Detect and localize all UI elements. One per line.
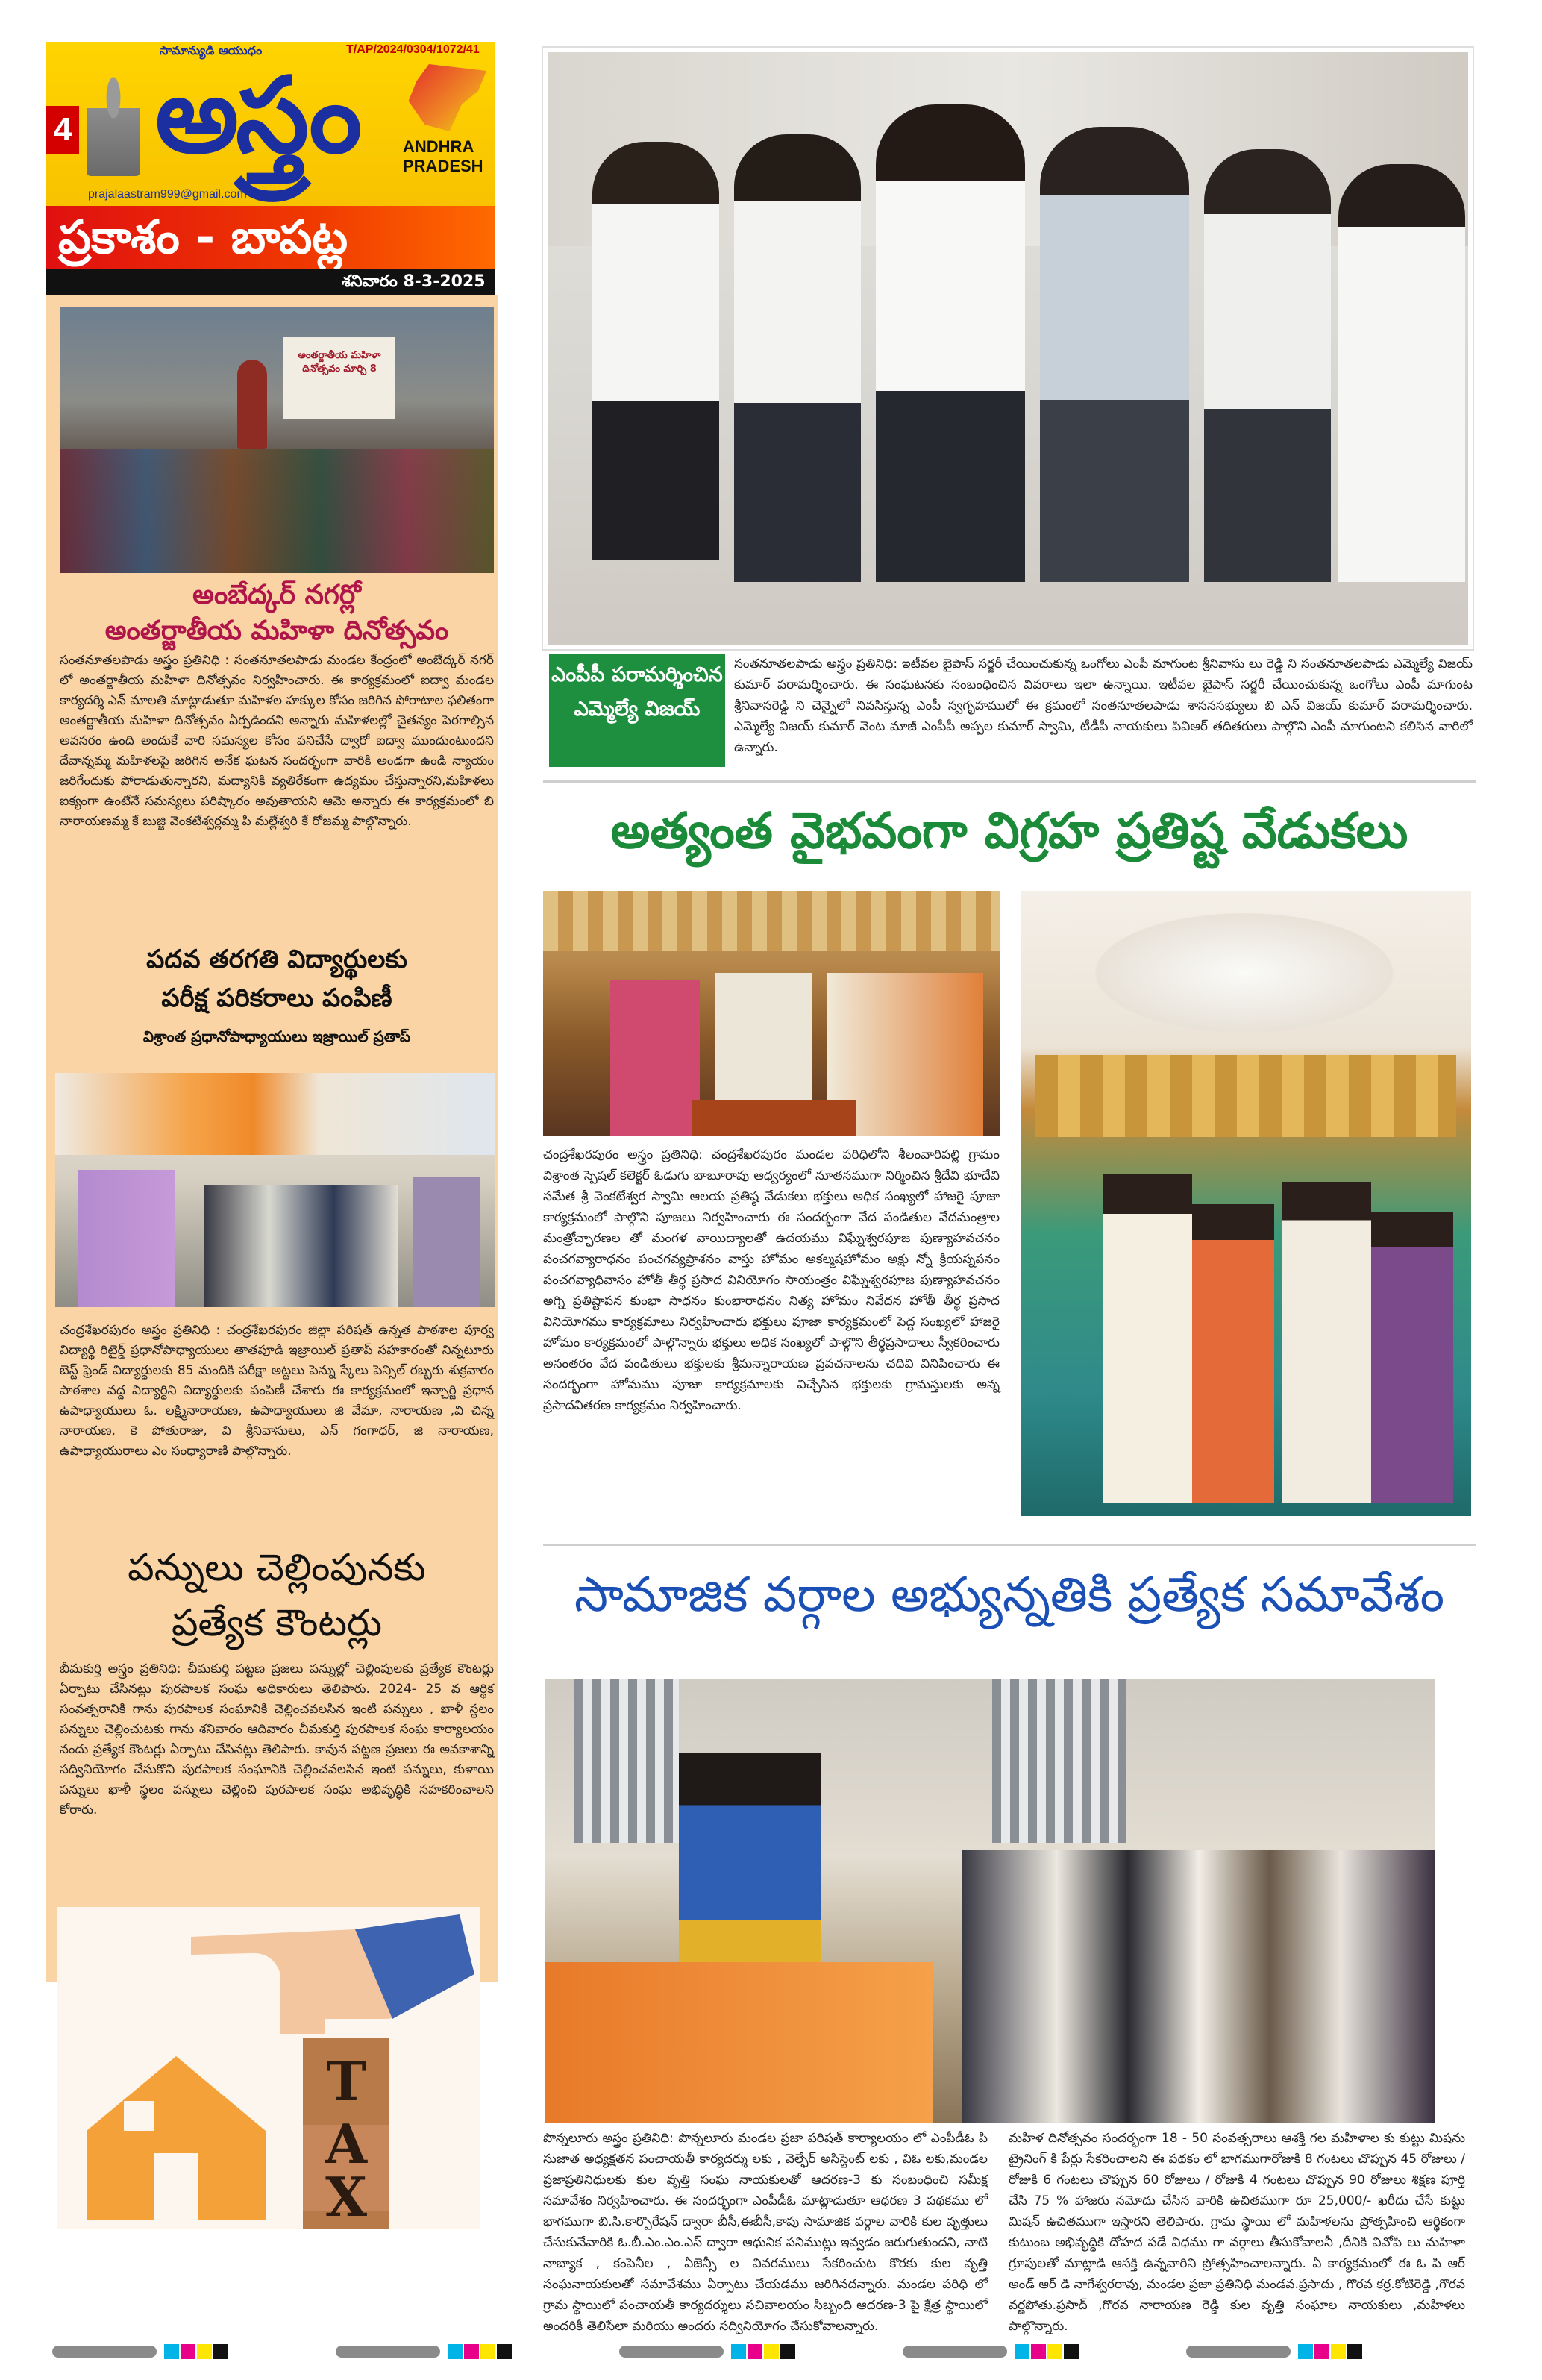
decorated-canopy (543, 891, 1000, 951)
chandelier (1095, 913, 1394, 1033)
exam-kit-distribution-photo (55, 1073, 495, 1307)
homam-fire-pit (692, 1100, 856, 1136)
teachers-figures (204, 1185, 398, 1307)
window (992, 1679, 1126, 1843)
audience-crowd (962, 1850, 1435, 2123)
dais-table (545, 1962, 933, 2123)
speaker-figure (237, 360, 267, 449)
exam-headline-line1: పదవ తరగతి విద్యార్థులకు (146, 945, 407, 974)
tax-letter-x: X (325, 2165, 367, 2229)
social-meeting-body-left: పొన్నలూరు అస్త్రం ప్రతినిధి: పొన్నలూరు మండల ప్రజా పరిషత్ కార్యాలయం లో ఎంపీడీఓ పి సుజాత అధ్యక్షతన పంచాయతీ కార్యదర్శు లకు , వెల్ఫేర్ అసిస్టెంట్ లకు , విఓ లకు,మండల ప్రజాప్రతినిధులకు కుల వృత్తి సంఘ నాయకులతో ఆదరణ-3 కు సంబంధించి సమీక్ష సమావేశం నిర్వహించారు. ఈ సందర్భంగా ఎంపీడీఓ మాట్లాడుతూ ఆధరణ 3 పథకము లో భాగముగా బి.సి.కార్పొరేషన్ ద్వారా బీసీ,ఈబీసీ,కాపు సామాజిక వర్గాల వారికి కుల వృత్తులు చేసుకునేవారికి ఓ.బీ.ఎం.ఎం.ఎస్ ద్వారా ఆధునిక పనిముట్లు ఇవ్వడం జరుగుతుందని, నాటి నాబ్యాక , కంపెనీల , ఏజెన్సీ ల వివరములు సేకరించుట కొరకు కుల వృత్తి సంఘనాయకులతో సమావేశము ఏర్పాటు చేయడము జరిగినదన్నారు. మండల పరిధి లో గ్రామ స్థాయిలో పంచాయతీ కార్యదర్శులు సచివాలయం సిబ్బంది ఆదరణ-3 పై క్షేత్ర స్థాయిలో అందరికీ తెలిసేలా మరియు అందరు సద్వినియోగం చేసుకోవాలన్నారు. (543, 2131, 988, 2334)
registration-marks (52, 2344, 1496, 2359)
social-meeting-body-right: మహిళ దినోత్సవం సందర్భంగా 18 - 50 సంవత్సరాలు ఆశక్తి గల మహిళాల కు కుట్టు మిషను ట్రైనింగ్ కి పేర్లు సేకరించాలని ఈ పథకం లో భాగముగారోజుకి 8 గంటలు చొప్పున 45 రోజులు /రోజుకి 6 గంటలు చొప్పున 60 రోజులు / రోజుకి 4 గంటలు చొప్పున 90 రోజులు శిక్షణ పూర్తి చేసి 75 % హాజరు నమోదు చేసిన వారికి ఉచితముగా రూ 25,000/- ఖరీదు చేసే కుట్టు మిషన్ ఉచితముగా ఇస్తారని తెలిపారు. గ్రామ స్థాయి లో మహిళలను ప్రోత్సహించి ఆర్థికంగా కుటుంబ అభివృద్ధికి దోహద పడే విధము గా వర్గాలు తీసుకోవాలనీ ,దీనికి వివోపి లు మహిళా గ్రూపులతో మాట్లాడి ఆసక్తి ఉన్నవారిని ప్రోత్సహించాలన్నారు. ఏ కార్యక్రమంలో ఈ ఓ పి ఆర్ అండ్ ఆర్ డి నాగేశ్వరరావు, మండల ప్రజా ప్రతినిధి మండవ.ప్రసాదు , గొరవ కర్ర.కోటిరెడ్డి ,గొరవ వర్ణపోతు.ప్రసాద్ ,గొరవ నారాయణ రెడ్డి కుల వృత్తి సంఘాల నాయకులు ,మహిళలు పాల్గొన్నారు. (1009, 2131, 1465, 2334)
devotee-figure (1282, 1182, 1371, 1503)
temple-article-body: చంద్రశేఖరపురం అస్త్రం ప్రతినిధి: చంద్రశేఖరపురం మండల పరిధిలోని శీలంవారిపల్లి గ్రామం విశ్రాంత స్పెషల్ కలెక్టర్ ఓడుగు బాబూరావు ఆధ్వర్యంలో నూతనముగా నిర్మించిన శ్రీదేవి భూదేవి సమేత శ్రీ వెంకటేశ్వర స్వామి ఆలయ ప్రతిష్ఠ వేడుకలు భక్తులు అధిక సంఖ్యలో హాజరై పూజా కార్యక్రమంలో పాల్గొని పూజలు నిర్వహించారు ఈ సందర్భంగా వేద పండితుల వేదమంత్రాల మంత్రోచ్ఛారణల తో మంగళ వాయిద్యాలతో ఉదయము విఘ్నేశ్వరపూజ పుణ్యాహవచనం పంచగవ్యారాధనం పంచగవ్యప్రాశనం వాస్తు హోమం అకల్మషహోమం అక్షు న్నో క్రియస్నపనం పంచగవ్యాధివాసం హోతీ తీర్థ ప్రసాద వినియోగం సాయంత్రం విఘ్నేశ్వరపూజ పుణ్యాహవచనం అగ్ని ప్రతిష్టాపన కుంభా సాధనం కుంభారాధనం నిత్య హోమం నివేదన హోతీ తీర్థ ప్రసాద వినియోగము కార్యక్రమాలు నిర్వహించారు భక్తులు పూజా కార్యక్రమంలో పెద్ద సంఖ్యలో హాజరై హోమం కార్యక్రమంలో పాల్గొన్నారు భక్తులు అధిక సంఖ్యలో పాల్గొని తీర్థప్రసాదాలు స్వీకరించారు అనంతరం వేద పండితులు భక్తులకు శ్రీమన్నారాయణ ప్రవచనాలను చదివి వినిపించారు ఈ సందర్భంగా హోమము పూజా కార్యక్రమాలకు విచ్చేసిన భక్తులకు గ్రామస్తులకు అన్న ప్రసాదవితరణ కార్యక్రమం నిర్వహించారు. (543, 1147, 1000, 1413)
person-4 (1040, 127, 1189, 582)
temple-headline: అత్యంత వైభవంగా విగ్రహ ప్రతిష్ట వేడుకలు (610, 802, 1408, 859)
exam-subheadline: విశ్రాంత ప్రధానోపాధ్యాయులు ఇజ్రాయిల్ ప్రతాప్ (142, 1027, 411, 1045)
devotee-figure (1192, 1204, 1274, 1503)
page-number: 4 (46, 106, 79, 154)
mla-visit-article-body: సంతనూతలపాడు అస్త్రం ప్రతినిధి: ఇటీవల బైపాస్ సర్జరీ చేయించుకున్న ఒంగోలు ఎంపీ మాగుంట శ్రీనివాసు లు రెడ్డి ని సంతనూతలపాడు ఎమ్మెల్యే విజయ్ కుమార్ పరామర్శించారు. ఈ సంఘటనకు సంబంధించిన వివరాలు ఇలా ఉన్నాయి. ఇటీవల బైపాస్ సర్జరీ చేయించుకున్న ఒంగోలు ఎంపీ మాగుంట శ్రీనివాసరెడ్డి ని చెన్నైలో నివసిస్తున్న ఎంపీ స్వగృహములో ఈ క్రమంలో సంతనూతలపాడు శాసనసభ్యులు బి ఎన్ విజయ్ కుమార్ పరామర్శించారు. ఎమ్మెల్యే విజయ్ కుమార్ వెంట మాజీ ఎంపీపీ అప్పల కుమార్ స్వామి, టీడీపీ నాయకులు పివిఆర్ తదితరులు పాల్గొని ఎంపీ మాగుంటని కలిసిన వారిలో ఉన్నారు. (734, 657, 1473, 755)
event-banner-text: అంతర్జాతీయ మహిళా దినోత్సవం మార్చి 8 (298, 350, 381, 375)
section-divider (543, 1544, 1476, 1546)
registration-number: T/AP/2024/0304/1072/41 (346, 43, 480, 56)
issue-date: శనివారం 8-3-2025 (46, 269, 495, 295)
audience-crowd (60, 449, 494, 573)
person-3 (876, 104, 1025, 582)
social-meeting-headline: సామాజిక వర్గాల అభ్యున్నతికి ప్రత్యేక సమావేశం (574, 1568, 1445, 1623)
person-2 (734, 134, 861, 582)
students-figures (78, 1170, 175, 1307)
tax-illustration (57, 1907, 480, 2229)
mla-visit-photo (543, 48, 1473, 649)
temple-procession-photo (1021, 891, 1471, 1516)
ambedkar-headline-line2: అంతర్జాతీయ మహిళా దినోత్సవం (104, 616, 449, 646)
newspaper-logo: అస్త్రం (155, 54, 360, 177)
window (574, 1679, 679, 1843)
school-building (55, 1073, 495, 1155)
person-1 (592, 142, 719, 560)
ambedkar-headline-line1: అంబేద్కర్ నగర్లో (192, 580, 361, 610)
masthead-email: prajalaastram999@gmail.com (88, 188, 247, 201)
person-6 (1338, 164, 1465, 582)
teacher-figure (413, 1177, 480, 1307)
social-meeting-photo (545, 1679, 1435, 2123)
exam-article-body: చంద్రశేఖరపురం అస్త్రం ప్రతినిధి : చంద్రశేఖరపురం జిల్లా పరిషత్ ఉన్నత పాఠశాల పూర్వ విద్యార్థి రిటైర్డ్ ప్రధానోపాధ్యాయులు తాతపూడి ఇజ్రాయిల్ ప్రతాప్ సహకారంతో నిన్నటూరు బెస్ట్ ఫ్రెండ్ విద్యార్థులకు 85 మందికి పరీక్షా అట్టలు పెన్ను స్కేలు పెన్సిల్ రబ్బరు శుక్రవారం పాఠశాల వద్ద విద్యార్థిని విద్యార్థులకు పంపిణీ చేశారు ఈ కార్యక్రమంలో ఇన్చార్జి ప్రధాన ఉపాధ్యాయులు ఓ. లక్ష్మినారాయణ, ఉపాధ్యాయులు జి వేమా, నారాయణ ,వి చిన్న నారాయణ, కె పోతురాజు, వి శ్రీనివాసులు, ఎన్ గంగాధర్, జి నారాయణ, ఉపాధ్యాయురాలు ఎం సంధ్యారాణి పాల్గొన్నారు. (60, 1323, 494, 1459)
womens-day-meeting-photo (60, 307, 494, 573)
devotee-figure (1371, 1212, 1453, 1503)
ambedkar-article-body: సంతనూతలపాడు అస్త్రం ప్రతినిధి : సంతనూతలపాడు మండల కేంద్రంలో అంబేద్కర్ నగర్ లో అంతర్జాతీయ మహిళా దినోత్సవం నిర్వహించారు. ఈ కార్యక్రమంలో ఐద్వా మండల కార్యదర్శి ఎన్ మాలతి మాట్లాడుతూ మహిళల హక్కుల కోసం జరిగిన పోరాటాల ఫలితంగా అంతర్జాతీయ మహిళా దినోత్సవం ఏర్పడిందని అన్నారు మహిళలల్లో చైతన్యం పెరగాల్సిన అవసరం ఉంది అందుకే వారి సమస్యల కోసం పనిచేసే ద్వారో ఐద్వా ముందుంటుందని దేవాన్నమ్మ మహిళలపై జరిగిన అనేక ఘటన సందర్భంగా వారికి అండగా ఉండి న్యాయం జరిగేందుకు పోరాడుతున్నారని, మద్యానికి వ్యతిరేకంగా ఉద్యమం చేస్తున్నారని,మహిళలు ఐక్యంగా ఉంటేనే సమస్యలు పరిష్కారం అవుతాయని ఆమె అన్నారు ఈ కార్యక్రమంలో బి నారాయణమ్మ కే బుజ్జి వెంకటేశ్వర్లమ్మ పి మల్లేశ్వరి కే రోజమ్మ పాల్గొన్నారు. (60, 653, 494, 829)
tax-headline-line2: ప్రత్యేక కౌంటర్లు (172, 1601, 382, 1644)
masthead (46, 42, 495, 295)
devotee-figure (610, 980, 700, 1136)
section-divider (543, 780, 1476, 783)
tax-house-hand-icon (57, 1907, 480, 2229)
exam-headline-line2: పరీక్ష పరికరాలు పంపిణీ (161, 983, 392, 1013)
tax-headline-line1: పన్నులు చెల్లింపునకు (128, 1546, 426, 1589)
print-registration-bar (52, 2344, 1496, 2359)
buddha-statue-icon (87, 72, 140, 176)
mandapam-pillars (1035, 1055, 1456, 1137)
devotee-figure (1103, 1174, 1192, 1503)
state-name: ANDHRA PRADESH (403, 137, 483, 175)
temple-ritual-photo (543, 891, 1000, 1136)
tax-letter-t: T (326, 2049, 366, 2113)
tax-article-body: బీమకుర్తి అస్త్రం ప్రతినిధి: చీమకుర్తి పట్టణ ప్రజలు పన్నుల్లో చెల్లింపులకు ప్రత్యేక కౌంటర్లు ఏర్పాటు చేసినట్లు పురపాలక సంఘ అధికారులు తెలిపారు. 2024- 25 వ ఆర్థిక సంవత్సరానికి గాను పురపాలక సంఘానికి చెల్లించవలసిన ఇంటి పన్నులు , ఖాళీ స్థలం పన్నులు చెల్లించుటకు గాను శనివారం ఆదివారం చీమకుర్తి పురపాలక సంఘ కార్యాలయం నందు ప్రత్యేక కౌంటర్లు ఏర్పాటు చేసినట్లు తెలిపారు. కావున పట్టణ ప్రజలు ఈ అవకాశాన్ని సద్వినియోగం చేసుకొని పురపాలక సంఘానికి చెల్లించవలసిన ఇంటి పన్నులు, కుళాయి పన్నులు ఖాళీ స్థలం పన్నులు చెల్లించి పురపాలక సంఘ అభివృద్ధికి సహకరించాలని కోరారు. (60, 1662, 494, 1817)
edition-name: ప్రకాశం - బాపట్ల (58, 210, 348, 264)
masthead-tagline: సామాన్యుడి ఆయుధం (160, 43, 263, 57)
person-5 (1204, 149, 1331, 582)
tax-letter-a: A (325, 2112, 367, 2176)
mla-visit-caption-tag: ఎంపీపీ పరామర్శించిన ఎమ్మెల్యే విజయ్ (549, 654, 725, 767)
